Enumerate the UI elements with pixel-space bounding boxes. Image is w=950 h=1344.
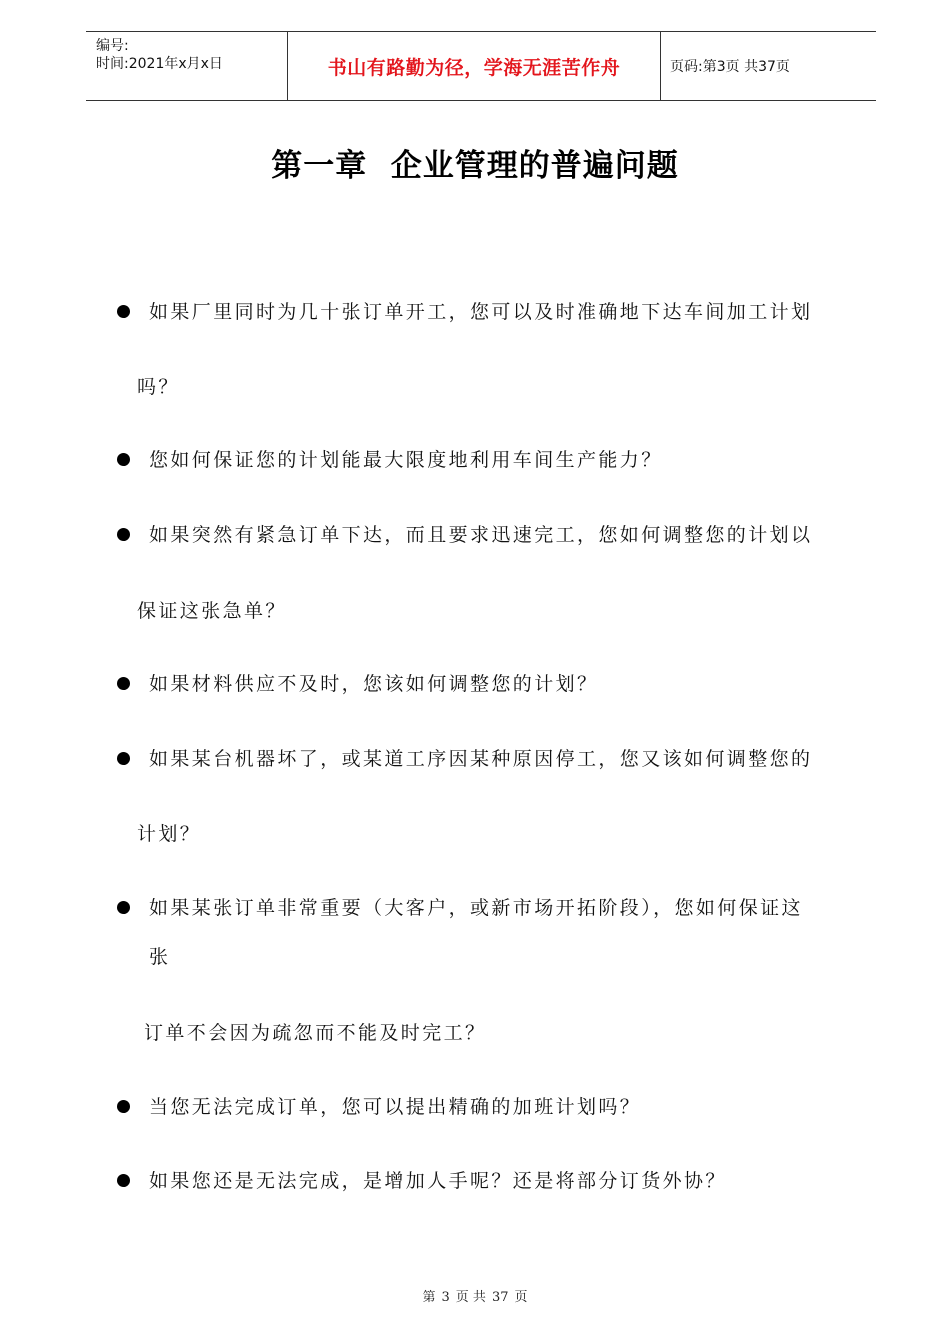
bullet-icon <box>117 528 130 541</box>
bullet-icon <box>117 453 130 466</box>
chapter-title: 第一章 企业管理的普遍问题 <box>271 148 679 184</box>
footer-suffix: 页 <box>514 1290 528 1305</box>
footer-mid: 页 共 <box>455 1290 486 1305</box>
question-line: 如果突然有紧急订单下达，而且要求迅速完工，您如何调整您的计划以 <box>149 524 813 546</box>
question-line: 当您无法完成订单，您可以提出精确的加班计划吗？ <box>149 1096 642 1118</box>
header-motto-cell <box>287 32 661 100</box>
bullet-icon <box>117 305 130 318</box>
bullet-icon <box>117 677 130 690</box>
question-line: 计划？ <box>137 823 202 845</box>
footer-total-pages: 37 <box>491 1290 509 1305</box>
question-line: 如果某台机器坏了，或某道工序因某种原因停工，您又该如何调整您的 <box>149 748 813 770</box>
bullet-icon <box>117 1174 130 1187</box>
page-header <box>86 31 876 101</box>
header-meta-cell <box>86 32 286 100</box>
bullet-icon <box>117 752 130 765</box>
footer-prefix: 第 <box>422 1290 436 1305</box>
page-footer <box>0 1286 950 1305</box>
question-line: 如果厂里同时为几十张订单开工，您可以及时准确地下达车间加工计划 <box>149 301 813 323</box>
question-line: 如果某张订单非常重要（大客户，或新市场开拓阶段），您如何保证这 <box>149 897 803 919</box>
bullet-icon <box>117 901 130 914</box>
bullet-icon <box>117 1100 130 1113</box>
motto-text: 书山有路勤为径，学海无涯苦作舟 <box>327 56 621 79</box>
footer-page-number: 3 <box>441 1290 450 1305</box>
question-line: 如果材料供应不及时，您该如何调整您的计划？ <box>149 673 599 695</box>
question-line: 如果您还是无法完成，是增加人手呢？还是将部分订货外协？ <box>149 1170 727 1192</box>
question-line: 保证这张急单？ <box>137 600 287 622</box>
question-line: 吗？ <box>137 376 180 398</box>
header-page-cell <box>660 32 876 100</box>
question-line: 张 <box>149 946 171 968</box>
date-label: 时间:2021年x月x日 <box>96 56 223 72</box>
question-line: 您如何保证您的计划能最大限度地利用车间生产能力？ <box>149 449 663 471</box>
serial-number-label: 编号: <box>96 38 129 54</box>
page-number-label: 页码:第3页 共37页 <box>670 59 790 75</box>
question-line: 订单不会因为疏忽而不能及时完工？ <box>144 1022 487 1044</box>
